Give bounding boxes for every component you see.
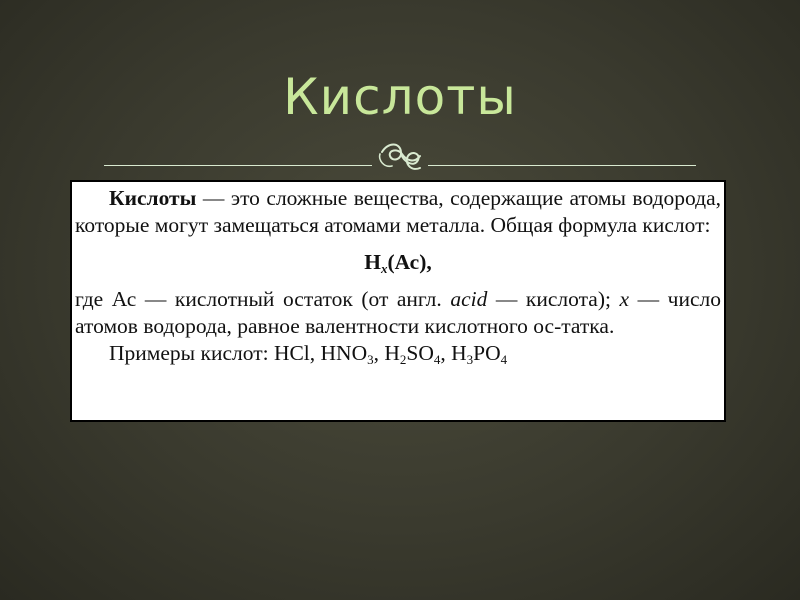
acid-formula (274, 341, 310, 365)
explanation-part1: где Ас — кислотный остаток (от англ. (75, 287, 451, 311)
formula-base: H (364, 250, 381, 274)
acid-formula (384, 341, 440, 365)
acid-formula-subscript: 3 (466, 352, 474, 367)
slide-title: Кислоты (283, 68, 517, 126)
explanation-x-variable: x (619, 287, 630, 311)
examples-label: Примеры кислот: (109, 341, 274, 365)
acid-formula-part: H (384, 341, 400, 365)
acid-formula-subscript: 2 (399, 352, 407, 367)
acid-formula-part: PO (473, 341, 501, 365)
definition-term: Кислоты (109, 186, 197, 210)
title-divider-right (428, 165, 696, 166)
explanation-paragraph (75, 286, 721, 340)
acid-formula-part: H (451, 341, 467, 365)
explanation-part3: — число атомов водорода, равное валентности кислотного ос-татка. (75, 287, 721, 338)
title-divider-left (104, 165, 372, 166)
general-formula (75, 249, 721, 276)
definition-text: — это сложные вещества, содержащие атомы водорода, которые могут замещаться атомами металла. Общая формула кислот: (75, 186, 721, 237)
acid-formula-subscript: 3 (367, 352, 374, 367)
acid-formula (321, 341, 374, 365)
acid-formula-subscript: 4 (500, 352, 508, 367)
acid-formula-part: SO (406, 341, 434, 365)
acid-list: HCl, $HNO_3$, $H_2SO_4$, $H_3PO_4$ (273, 341, 508, 367)
formula-rest: (Ас), (387, 250, 432, 274)
acid-formula (451, 341, 507, 365)
formula-subscript: x (381, 261, 388, 276)
explanation-part2: — кислота); (487, 287, 620, 311)
explanation-acid-word: acid (450, 287, 488, 311)
definition-paragraph (75, 185, 721, 239)
definition-box (70, 180, 726, 422)
curly-flourish-icon (374, 138, 428, 178)
acid-formula-part: HNO (320, 341, 368, 365)
acid-formula-subscript: 4 (433, 352, 441, 367)
acid-formula-part: HCl (273, 341, 310, 365)
examples-paragraph (75, 340, 721, 367)
